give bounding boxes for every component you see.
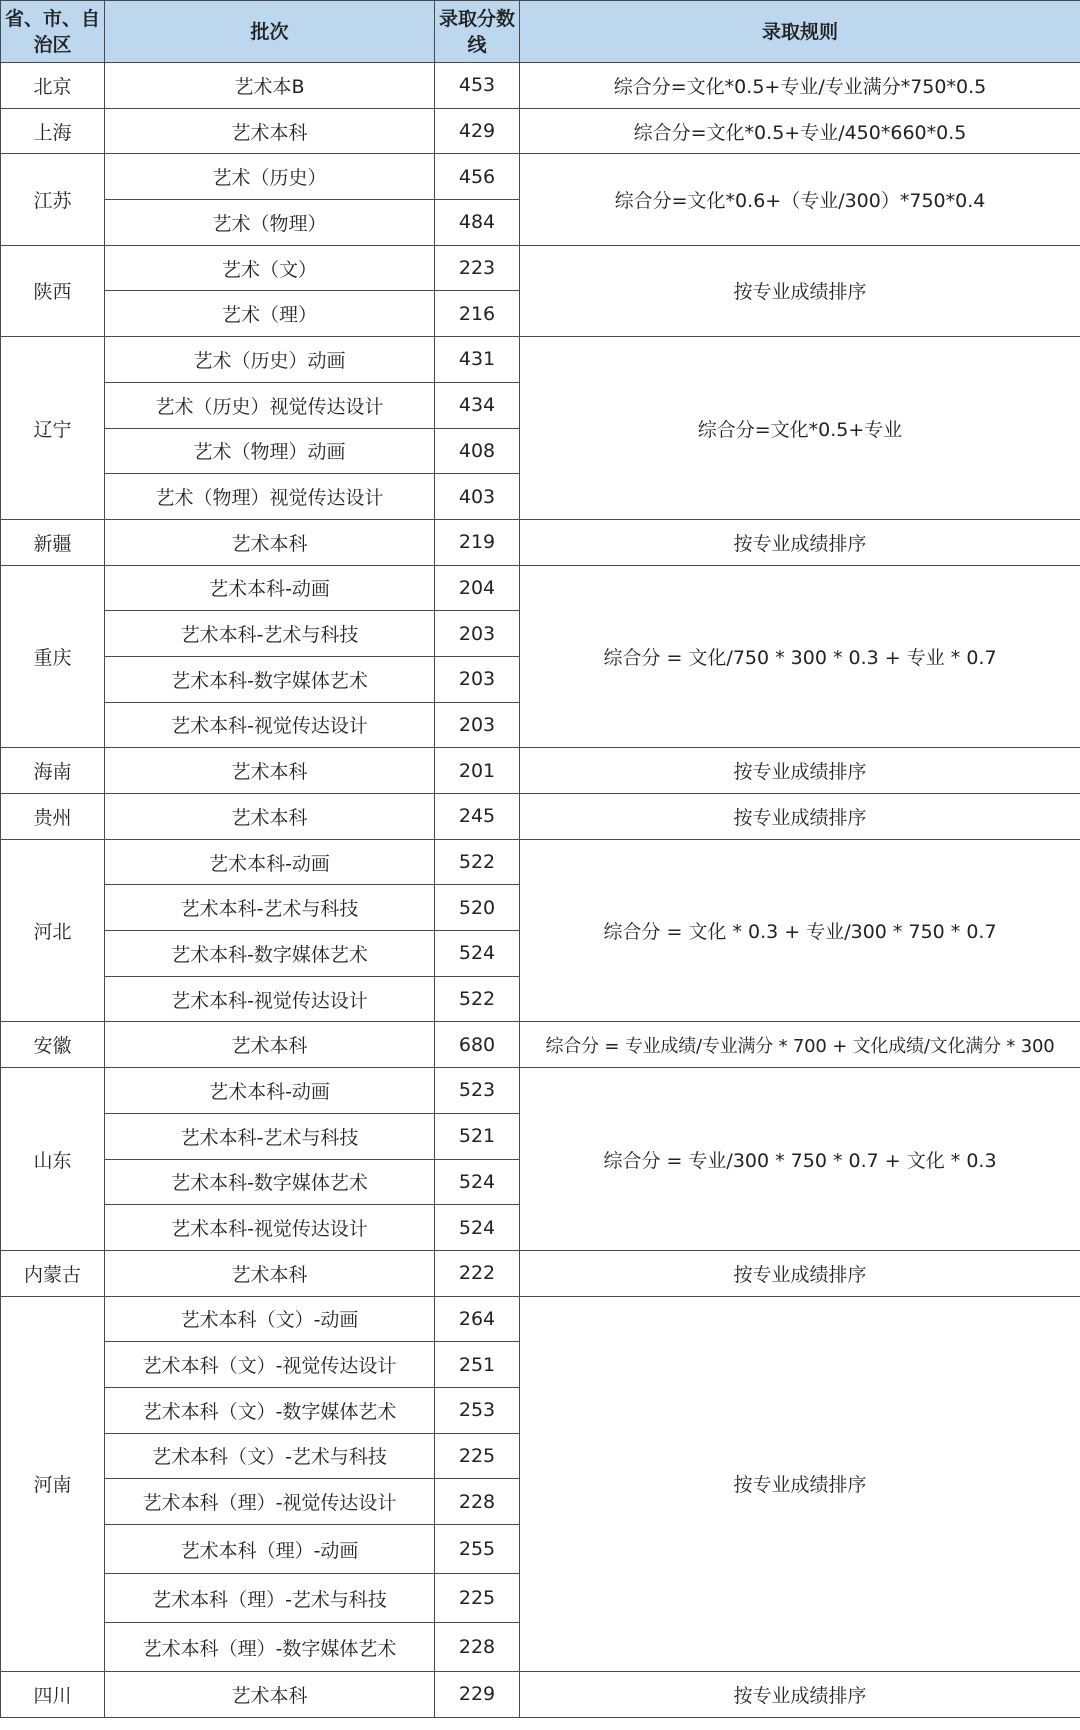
province-cell: 四川 <box>1 1672 105 1718</box>
province-cell: 山东 <box>1 1068 105 1251</box>
batch-cell: 艺术（历史）动画 <box>105 337 435 383</box>
batch-cell: 艺术本科-数字媒体艺术 <box>105 1159 435 1205</box>
batch-cell: 艺术本科（文）-动画 <box>105 1296 435 1342</box>
province-cell: 重庆 <box>1 565 105 748</box>
table-row <box>1 839 1080 885</box>
score-cell: 520 <box>435 885 520 931</box>
rule-cell: 综合分 = 文化/750 * 300 * 0.3 + 专业 * 0.7 <box>520 565 1080 748</box>
batch-cell: 艺术本科（理）-视觉传达设计 <box>105 1479 435 1525</box>
rule-cell: 综合分=文化*0.6+（专业/300）*750*0.4 <box>520 154 1080 245</box>
score-cell: 204 <box>435 565 520 611</box>
province-cell: 安徽 <box>1 1022 105 1068</box>
rule-cell: 综合分 = 专业/300 * 750 * 0.7 + 文化 * 0.3 <box>520 1068 1080 1251</box>
score-cell: 228 <box>435 1479 520 1525</box>
batch-cell: 艺术本科 <box>105 519 435 565</box>
rule-cell: 综合分 = 文化 * 0.3 + 专业/300 * 750 * 0.7 <box>520 839 1080 1022</box>
score-cell: 228 <box>435 1623 520 1672</box>
province-cell: 海南 <box>1 748 105 794</box>
province-cell: 河南 <box>1 1296 105 1671</box>
score-cell: 431 <box>435 337 520 383</box>
score-cell: 524 <box>435 931 520 977</box>
table-row <box>1 1672 1080 1718</box>
batch-cell: 艺术本科-动画 <box>105 565 435 611</box>
score-cell: 223 <box>435 245 520 291</box>
batch-cell: 艺术本科（文）-数字媒体艺术 <box>105 1387 435 1433</box>
table-row <box>1 1068 1080 1114</box>
table-body <box>1 63 1080 1718</box>
score-cell: 201 <box>435 748 520 794</box>
score-cell: 203 <box>435 656 520 702</box>
batch-cell: 艺术本科 <box>105 748 435 794</box>
batch-cell: 艺术本科（理）-艺术与科技 <box>105 1574 435 1623</box>
table-row <box>1 108 1080 154</box>
score-cell: 680 <box>435 1022 520 1068</box>
province-cell: 北京 <box>1 63 105 109</box>
table-row <box>1 245 1080 291</box>
batch-cell: 艺术本科（文）-艺术与科技 <box>105 1433 435 1479</box>
header-batch: 批次 <box>105 1 435 63</box>
table-row <box>1 154 1080 200</box>
score-cell: 253 <box>435 1387 520 1433</box>
province-cell: 上海 <box>1 108 105 154</box>
score-cell: 523 <box>435 1068 520 1114</box>
table-row <box>1 1022 1080 1068</box>
batch-cell: 艺术（物理）动画 <box>105 428 435 474</box>
table-row <box>1 565 1080 611</box>
score-cell: 453 <box>435 63 520 109</box>
rule-cell: 综合分=文化*0.5+专业 <box>520 337 1080 520</box>
score-cell: 229 <box>435 1672 520 1718</box>
rule-cell: 综合分=文化*0.5+专业/450*660*0.5 <box>520 108 1080 154</box>
batch-cell: 艺术本科-动画 <box>105 1068 435 1114</box>
batch-cell: 艺术（物理） <box>105 200 435 246</box>
table-row <box>1 1296 1080 1342</box>
batch-cell: 艺术本科 <box>105 1022 435 1068</box>
table-row <box>1 63 1080 109</box>
score-cell: 225 <box>435 1574 520 1623</box>
batch-cell: 艺术本科-艺术与科技 <box>105 611 435 657</box>
score-cell: 456 <box>435 154 520 200</box>
province-cell: 江苏 <box>1 154 105 245</box>
header-rule: 录取规则 <box>520 1 1080 63</box>
score-cell: 521 <box>435 1113 520 1159</box>
rule-cell: 按专业成绩排序 <box>520 1296 1080 1671</box>
batch-cell: 艺术本科-视觉传达设计 <box>105 702 435 748</box>
score-cell: 264 <box>435 1296 520 1342</box>
batch-cell: 艺术（文） <box>105 245 435 291</box>
table-header-row <box>1 1 1080 63</box>
batch-cell: 艺术本科-艺术与科技 <box>105 885 435 931</box>
header-score: 录取分数线 <box>435 1 520 63</box>
batch-cell: 艺术本科-数字媒体艺术 <box>105 656 435 702</box>
table-row <box>1 1250 1080 1296</box>
score-cell: 434 <box>435 382 520 428</box>
batch-cell: 艺术本科（理）-数字媒体艺术 <box>105 1623 435 1672</box>
batch-cell: 艺术本科 <box>105 1672 435 1718</box>
rule-cell: 按专业成绩排序 <box>520 794 1080 840</box>
province-cell: 贵州 <box>1 794 105 840</box>
score-cell: 203 <box>435 611 520 657</box>
score-cell: 484 <box>435 200 520 246</box>
batch-cell: 艺术本科 <box>105 108 435 154</box>
batch-cell: 艺术本科（文）-视觉传达设计 <box>105 1342 435 1388</box>
score-cell: 216 <box>435 291 520 337</box>
batch-cell: 艺术（理） <box>105 291 435 337</box>
score-cell: 222 <box>435 1250 520 1296</box>
batch-cell: 艺术本科-视觉传达设计 <box>105 1205 435 1251</box>
rule-cell: 按专业成绩排序 <box>520 245 1080 336</box>
score-cell: 524 <box>435 1159 520 1205</box>
score-cell: 255 <box>435 1525 520 1574</box>
table-row <box>1 337 1080 383</box>
province-cell: 内蒙古 <box>1 1250 105 1296</box>
score-cell: 245 <box>435 794 520 840</box>
rule-cell: 按专业成绩排序 <box>520 519 1080 565</box>
table-row <box>1 794 1080 840</box>
header-province: 省、市、自治区 <box>1 1 105 63</box>
batch-cell: 艺术（历史）视觉传达设计 <box>105 382 435 428</box>
rule-cell: 按专业成绩排序 <box>520 748 1080 794</box>
batch-cell: 艺术本科-艺术与科技 <box>105 1113 435 1159</box>
batch-cell: 艺术（历史） <box>105 154 435 200</box>
province-cell: 陕西 <box>1 245 105 336</box>
score-cell: 524 <box>435 1205 520 1251</box>
score-cell: 522 <box>435 976 520 1022</box>
province-cell: 河北 <box>1 839 105 1022</box>
batch-cell: 艺术本科-视觉传达设计 <box>105 976 435 1022</box>
table-row <box>1 748 1080 794</box>
batch-cell: 艺术本科 <box>105 1250 435 1296</box>
score-cell: 203 <box>435 702 520 748</box>
rule-cell: 按专业成绩排序 <box>520 1250 1080 1296</box>
score-cell: 408 <box>435 428 520 474</box>
rule-cell: 综合分 = 专业成绩/专业满分 * 700 + 文化成绩/文化满分 * 300 <box>520 1022 1080 1068</box>
batch-cell: 艺术本科（理）-动画 <box>105 1525 435 1574</box>
score-cell: 251 <box>435 1342 520 1388</box>
rule-cell: 按专业成绩排序 <box>520 1672 1080 1718</box>
score-cell: 219 <box>435 519 520 565</box>
batch-cell: 艺术本科-数字媒体艺术 <box>105 931 435 977</box>
province-cell: 辽宁 <box>1 337 105 520</box>
score-cell: 429 <box>435 108 520 154</box>
batch-cell: 艺术（物理）视觉传达设计 <box>105 474 435 520</box>
batch-cell: 艺术本科 <box>105 794 435 840</box>
province-cell: 新疆 <box>1 519 105 565</box>
score-cell: 522 <box>435 839 520 885</box>
batch-cell: 艺术本科-动画 <box>105 839 435 885</box>
table-row <box>1 519 1080 565</box>
batch-cell: 艺术本B <box>105 63 435 109</box>
rule-cell: 综合分=文化*0.5+专业/专业满分*750*0.5 <box>520 63 1080 109</box>
score-cell: 403 <box>435 474 520 520</box>
score-cell: 225 <box>435 1433 520 1479</box>
